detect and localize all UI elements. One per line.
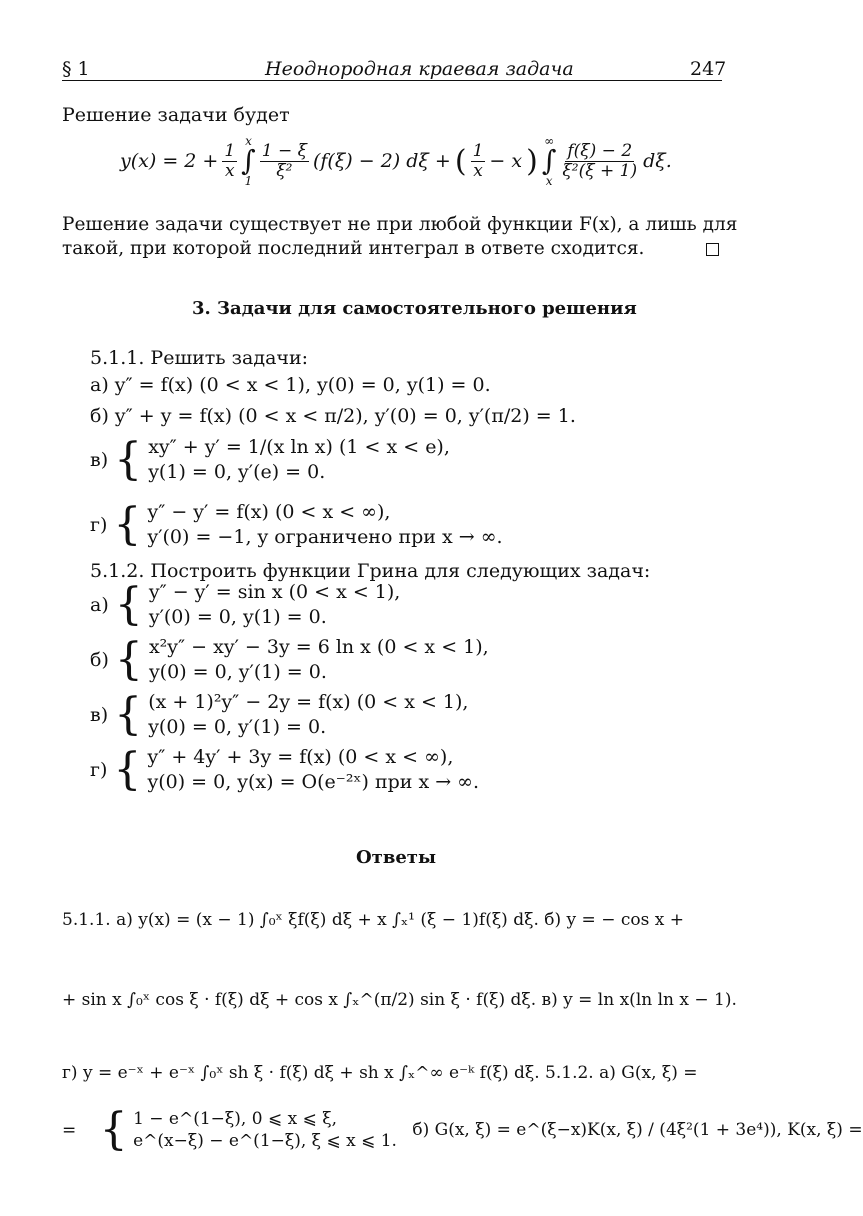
brace: { — [99, 1104, 128, 1156]
solution-formula — [120, 135, 672, 187]
answer-line-4 — [62, 1104, 863, 1156]
paren-close: ) — [526, 143, 538, 179]
formula-mid: − x — [489, 150, 523, 172]
problem-512-v — [90, 690, 468, 740]
formula-tail-2: dξ. — [643, 150, 672, 172]
system — [149, 580, 401, 630]
system-line: 1 − e^(1−ξ), 0 ⩽ x ⩽ ξ, — [133, 1109, 338, 1129]
system — [147, 500, 502, 550]
item-label: г) — [90, 514, 108, 537]
brace: { — [113, 744, 142, 796]
header-rule — [62, 80, 722, 81]
equals-sign: = — [62, 1120, 77, 1141]
system — [149, 635, 489, 685]
system — [147, 745, 479, 795]
system-line: (x + 1)²y″ − 2y = f(x) (0 < x < 1), — [148, 691, 469, 713]
system-line: x²y″ − xy′ − 3y = 6 ln x (0 < x < 1), — [148, 636, 489, 658]
running-title: Неоднородная краевая задача — [265, 58, 574, 80]
problem-512-b — [90, 635, 489, 685]
brace: { — [114, 434, 143, 486]
answer-tail: б) G(x, ξ) = e^(ξ−x)K(x, ξ) / (4ξ²(1 + 3e⁴)), K(x, ξ) = — [412, 1120, 863, 1141]
page-number: 247 — [690, 58, 727, 80]
system-line: y(1) = 0, y′(e) = 0. — [148, 461, 326, 484]
problem-512-title: 5.1.2. Построить функции Грина для следующих задач: — [90, 560, 651, 582]
answer-line-3: г) y = e⁻ˣ + e⁻ˣ ∫₀ˣ sh ξ · f(ξ) dξ + sh x ∫ₓ^∞ e⁻ᵏ f(ξ) dξ. 5.1.2. а) G(x, ξ) = — [62, 1063, 698, 1083]
answers-title: Ответы — [356, 847, 436, 868]
brace: { — [113, 499, 142, 551]
system-line: y′(0) = 0, y(1) = 0. — [148, 606, 327, 629]
formula-frac-1-over-x: $\frac{1}{x}$ — [224, 140, 236, 181]
system-line: xy″ + y′ = 1/(x ln x) (1 < x < e), — [148, 436, 450, 458]
formula-lhs: y(x) = 2 + — [120, 150, 219, 172]
problem-511-b: б) y″ + y = f(x) (0 < x < π/2), y′(0) = 0, y′(π/2) = 1. — [90, 405, 576, 427]
problem-512-g — [90, 745, 479, 795]
formula-tail-1: (f(ξ) − 2) dξ + — [312, 150, 451, 172]
item-label: г) — [90, 759, 108, 782]
system-line: y(0) = 0, y′(1) = 0. — [148, 661, 327, 684]
item-label: б) — [90, 649, 109, 672]
paren-open: ( — [454, 143, 467, 179]
note-line-1: Решение задачи существует не при любой функции F(x), а лишь для — [62, 214, 738, 235]
section-3-title: 3. Задачи для самостоятельного решения — [192, 298, 637, 319]
qed-box — [706, 243, 719, 256]
formula-frac-4: $\frac{f(\xi) - 2}{\text{ξ²(ξ + 1)}}$ — [562, 140, 638, 181]
brace: { — [114, 689, 143, 741]
system — [148, 435, 450, 485]
section-marker: § 1 — [62, 58, 90, 80]
solution-intro: Решение задачи будет — [62, 104, 290, 126]
item-label: в) — [90, 449, 109, 472]
item-label: а) — [90, 594, 109, 617]
answer-line-2: + sin x ∫₀ˣ cos ξ · f(ξ) dξ + cos x ∫ₓ^(π/2) sin ξ · f(ξ) dξ. в) y = ln x(ln ln x − 1). — [62, 990, 737, 1010]
formula-frac-2: $\frac{1 - \xi}{\text{ξ²}}$ — [261, 140, 307, 181]
item-label: в) — [90, 704, 109, 727]
system — [148, 690, 468, 740]
answer-line-1: 5.1.1. а) y(x) = (x − 1) ∫₀ˣ ξf(ξ) dξ + x ∫ₓ¹ (ξ − 1)f(ξ) dξ. б) y = − cos x + — [62, 910, 684, 930]
problem-512-a — [90, 580, 400, 630]
formula-frac-3: $\frac{1}{x}$ — [472, 140, 484, 181]
brace: { — [114, 634, 143, 686]
problem-511-title: 5.1.1. Решить задачи: — [90, 347, 309, 369]
system-line: y″ − y′ = f(x) (0 < x < ∞), — [147, 501, 391, 523]
system — [133, 1108, 397, 1153]
system-line: y″ + 4y′ + 3y = f(x) (0 < x < ∞), — [147, 746, 454, 768]
system-line: y(0) = 0, y(x) = O(e⁻²ˣ) при x → ∞. — [147, 771, 480, 794]
system-line: y″ − y′ = sin x (0 < x < 1), — [148, 581, 401, 603]
problem-511-g — [90, 500, 503, 550]
system-line: e^(x−ξ) − e^(1−ξ), ξ ⩽ x ⩽ 1. — [133, 1131, 397, 1152]
problem-511-a: а) y″ = f(x) (0 < x < 1), y(0) = 0, y(1) = 0. — [90, 374, 491, 396]
integral-2: ∞ ∫ x — [541, 134, 557, 188]
brace: { — [114, 579, 143, 631]
system-line: y(0) = 0, y′(1) = 0. — [148, 716, 327, 739]
note-line-2: такой, при которой последний интеграл в ответе сходится. — [62, 238, 645, 259]
problem-511-v — [90, 435, 450, 485]
system-line: y′(0) = −1, y ограничено при x → ∞. — [147, 526, 503, 549]
integral-1: x ∫ 1 — [241, 134, 256, 188]
